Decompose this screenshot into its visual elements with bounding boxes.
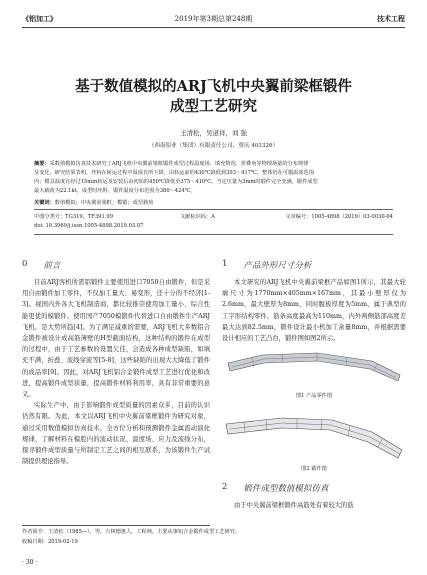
issue-info: 2019年第3期总第248期 (174, 15, 253, 23)
column-name: 技术工程 (377, 14, 405, 23)
figure-1-part-drawing (222, 341, 406, 391)
title-line-2: 成型工艺研究 (170, 98, 257, 115)
product-paragraph: 本文研究的ARJ飞机中央翼前梁框产品如图1所示，其最大轮廓尺寸为1770mm×405mm×167mm，其最小壁厚仅为2.6mm，最大壁厚为8mm，同时腹板厚度为5mm，属于典型的工字形结构零件。筋条高度最高为110mm，内外两侧筋部高度差最大达到82.5mm，锻件设计最小机加工余量8mm，并根据需要设计相应的工艺凸台，锻件图如图2所示。 (222, 279, 406, 343)
clc-number: 中图分类号：TG319，TF391.99 (34, 214, 114, 220)
section-heading-2 (222, 482, 406, 494)
keywords-label: 关键词： (34, 200, 55, 206)
meta-rule-top (34, 209, 393, 210)
section-title: 锻件成型数值模拟仿真 (243, 484, 329, 494)
journal-name: 《铝加工》 (22, 14, 57, 23)
intro-paragraph-1: 目前ARJ客机所需铝锻件主要使用进口7050自由锻件，但是采用自由锻件加工零件，不仅加工量大、易变形，还十分的不经济[1-3]。视国内外各大飞机制造商，都比较推崇使用加工量小、综合性能更优的模锻件。使用国产7050模锻件代替进口自由锻件生产ARJ飞机，是大势所趋[4]。为了满足减重的需要，ARJ飞机大多数铝合金锻件被设计成高筋薄壁的H型截面结构，这种结构的锻件在成型的过程中，由于工艺参数的设置欠佳，会造成各种成型缺陷，如填充不满、折叠、流线穿流等[5-8]，这些缺陷的出现大大降低了锻件的成品率[9]。因此，对ARJ飞机铝合金锻件成型工艺进行优化和改进，提高锻件成型质量，提高锻件材料利用率，具有非常重要的意义。 (22, 279, 210, 399)
section-number: 0 (22, 259, 28, 269)
authors: 王清松，吴道祥，刘 强 (179, 129, 248, 137)
abstract (34, 160, 393, 196)
abstract-line-2: 及变化，研究结果表明，坯料在转运过程中温度有所下降，由转运前的430℃降低到393～417℃，整体仍在可锻温度范围 (34, 170, 314, 176)
page-number: · 30 · (22, 559, 38, 566)
abstract-label: 摘要： (34, 161, 50, 167)
doi: doi: 10.3969/j.issn.1005-4898.2019.03.07 (34, 223, 144, 229)
figure-2-forging-drawing (222, 410, 406, 464)
meta-rule-bottom (34, 234, 393, 235)
article-id: 文章编号：1005-4898（2019）03-0030-04 (285, 214, 393, 220)
figure-1-caption: 图1 产品零件图 (295, 393, 333, 399)
section-heading-1 (222, 259, 406, 271)
section-title: 产品外形尺寸分析 (243, 261, 312, 271)
title-line-1: 基于数值模拟的ARJ飞机中央翼前梁框锻件 (75, 78, 352, 95)
affiliation: （西南铝业（集团）有限责任公司，重庆 401326） (148, 143, 279, 149)
figure-2-caption: 图2 锻件图 (301, 466, 327, 472)
received-date: 收稿日期：2019-02-19 (22, 539, 78, 545)
right-column (222, 253, 406, 344)
section-heading-0 (22, 259, 210, 271)
section-number: 2 (222, 482, 228, 492)
section-title: 前言 (43, 261, 61, 271)
simulation-paragraph: 由于中央翼前梁框锻件高筋处有着较大的筋 (234, 502, 354, 509)
keywords (34, 199, 153, 206)
abstract-line-3: 内；模具温度在经过15min转运及安装后由初始的450℃降低至375～410℃。当定压量为3mm时锻件完全充满，锻件成型 (34, 179, 318, 185)
article-title (22, 77, 405, 117)
abstract-line-1: 摘要：采数值模拟仿真技术研究了ARJ飞机中央翼前梁框锻件成型过程温度场、填充情况、折叠角等物理场量的分布规律 (34, 161, 309, 167)
abstract-line-4: 最大载荷为22.1kt，成型时坯料、锻件温度分布范围为380～424℃。 (34, 188, 196, 194)
header-rule (22, 27, 405, 28)
document-code: 文献标识码：A (180, 214, 215, 220)
footnote-rule (22, 525, 210, 526)
keywords-text: 数值模拟；中央翼前梁框；模锻；成型载荷 (54, 200, 154, 206)
intro-paragraph-2: 实际生产中，由于影响锻件成型质量的因素众多，目前的认识仍然有限。为此，本文以ARJ飞机中央翼前梁框锻件为研究对象，通过采用数值模拟仿真技术，全方位分析和预测锻件金属流动演化规律，了解材料在模腔内的流动状况、温度场、应力及流线分布，探寻锻件成型质量与所制定工艺之间的相互联系，为该锻件生产试制提供理论指导。 (22, 402, 210, 466)
left-column (22, 253, 210, 467)
section-number: 1 (222, 259, 228, 269)
running-header (22, 14, 405, 26)
author-bio: 作者简介：王清松（1985—），男，吉林德惠人，工程师，主要从事铝合金锻件成型工艺研究。 (22, 529, 241, 535)
right-column-lower (222, 476, 406, 511)
